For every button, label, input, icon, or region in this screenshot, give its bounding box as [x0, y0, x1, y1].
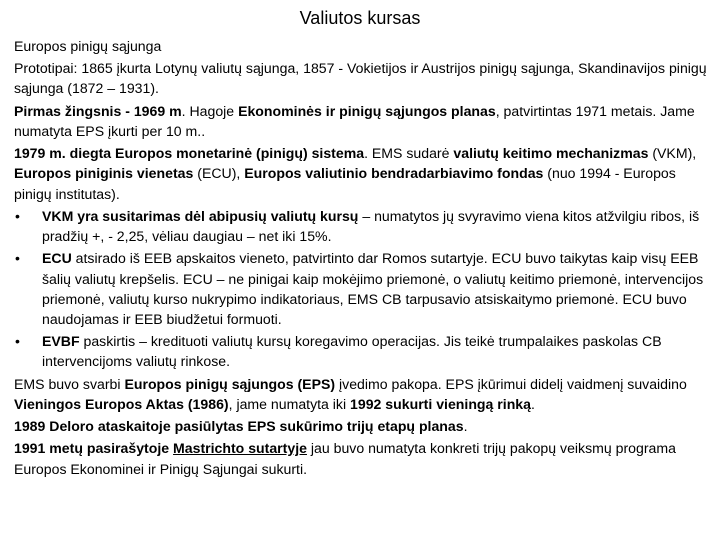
bold-text: 1992 sukurti vieningą rinką [350, 395, 531, 412]
paragraph-ems-stage [14, 374, 714, 414]
text: . EMS sudarė [364, 145, 454, 162]
underlined-bold-text: Mastrichto sutartyje [173, 440, 307, 457]
text: , jame numatyta iki [228, 395, 351, 412]
text: , patvirtintas 1971 metais. Jame numatyta EPS įkurti per 10 m.. [14, 102, 695, 139]
text: paskirtis – kredituoti valiutų kursų koregavimo operacijas. Jis teikė trumpalaikes paskolas CB intervencijoms valiutų rinkose. [42, 333, 662, 370]
paragraph-prototypes [14, 58, 714, 98]
text: . [530, 395, 535, 412]
text: įvedimo pakopa. EPS įkūrimui didelį vaidmenį suvaidino [335, 375, 687, 392]
paragraph-delors-1989 [14, 416, 714, 436]
bullet-icon: • [15, 250, 20, 267]
bold-text: VKM yra susitarimas dėl abipusių valiutų kursų [42, 207, 359, 224]
text: Europos pinigų sąjunga [14, 38, 162, 54]
bullet-vkm [14, 206, 714, 246]
bold-text: ECU [42, 250, 72, 267]
paragraph-eps-heading [14, 36, 714, 56]
text: EMS buvo svarbi [14, 375, 125, 392]
text: Prototipai: 1865 įkurta Lotynų valiutų sąjunga, 1857 - Vokietijos ir Austrijos pinigų sąjunga, Skandinavijos pinigų sąjunga (1872 – 1931). [14, 60, 707, 97]
bold-text: 1991 metų pasirašytoje [14, 440, 174, 457]
text: . Hagoje [181, 102, 239, 119]
bold-text: Ekonominės ir pinigų sąjungos planas [238, 102, 496, 119]
bold-text: 1979 m. diegta Europos monetarinė (pinigų) sistema [14, 145, 365, 162]
bullet-icon: • [15, 207, 20, 224]
text: . [463, 418, 468, 435]
bold-text: 1989 Deloro ataskaitoje pasiūlytas EPS sukūrimo trijų etapų planas [14, 418, 464, 435]
bold-text: Pirmas žingsnis - 1969 m [14, 102, 182, 119]
paragraph-ems-1979 [14, 143, 714, 203]
slide-body [14, 36, 714, 481]
text: – numatytos jų svyravimo viena kitos atžvilgiu ribos, iš pradžių +, - 2,25, vėliau daugiau – net iki 15%. [42, 207, 700, 245]
slide-title: Valiutos kursas [299, 8, 421, 28]
bold-text: Europos pinigų sąjungos (EPS) [124, 375, 336, 392]
text: jau buvo numatyta konkreti trijų pakopų veiksmų programa Europos Ekonominei ir Pinigų Sąjungai sukurti. [14, 440, 676, 477]
bold-text: Vieningos Europos Aktas (1986) [14, 395, 229, 412]
text: atsirado iš EEB apskaitos vieneto, patvirtinto dar Romos sutartyje. ECU buvo taikytas kaip visų EEB šalių valiutų krepšelis. ECU – ne pinigai kaip mokėjimo priemonė, o valiutų keitimo priemonė, intervencijos priemonė, valiutų kurso nukrypimo indikatoriaus, EMS CB tarpusavio atsiskaitymo priemonė. ECU buvo naudojamas ir EEB biudžetui formuoti. [42, 250, 704, 327]
bold-text: valiutų keitimo mechanizmas [453, 145, 649, 162]
bold-text: Europos piniginis vienetas [14, 165, 194, 182]
bullet-icon: • [15, 333, 20, 350]
bold-text: Europos valiutinio bendradarbiavimo fondas [244, 165, 544, 182]
paragraph-first-step [14, 101, 714, 141]
text: (ECU), [193, 165, 245, 182]
bullet-evbf [14, 331, 714, 371]
text: (VKM), [648, 145, 697, 162]
paragraph-maastricht-1991 [14, 438, 714, 478]
bullet-ecu [14, 248, 714, 328]
bold-text: EVBF [42, 333, 80, 350]
text: (nuo 1994 - Europos pinigų institutas). [14, 165, 676, 202]
